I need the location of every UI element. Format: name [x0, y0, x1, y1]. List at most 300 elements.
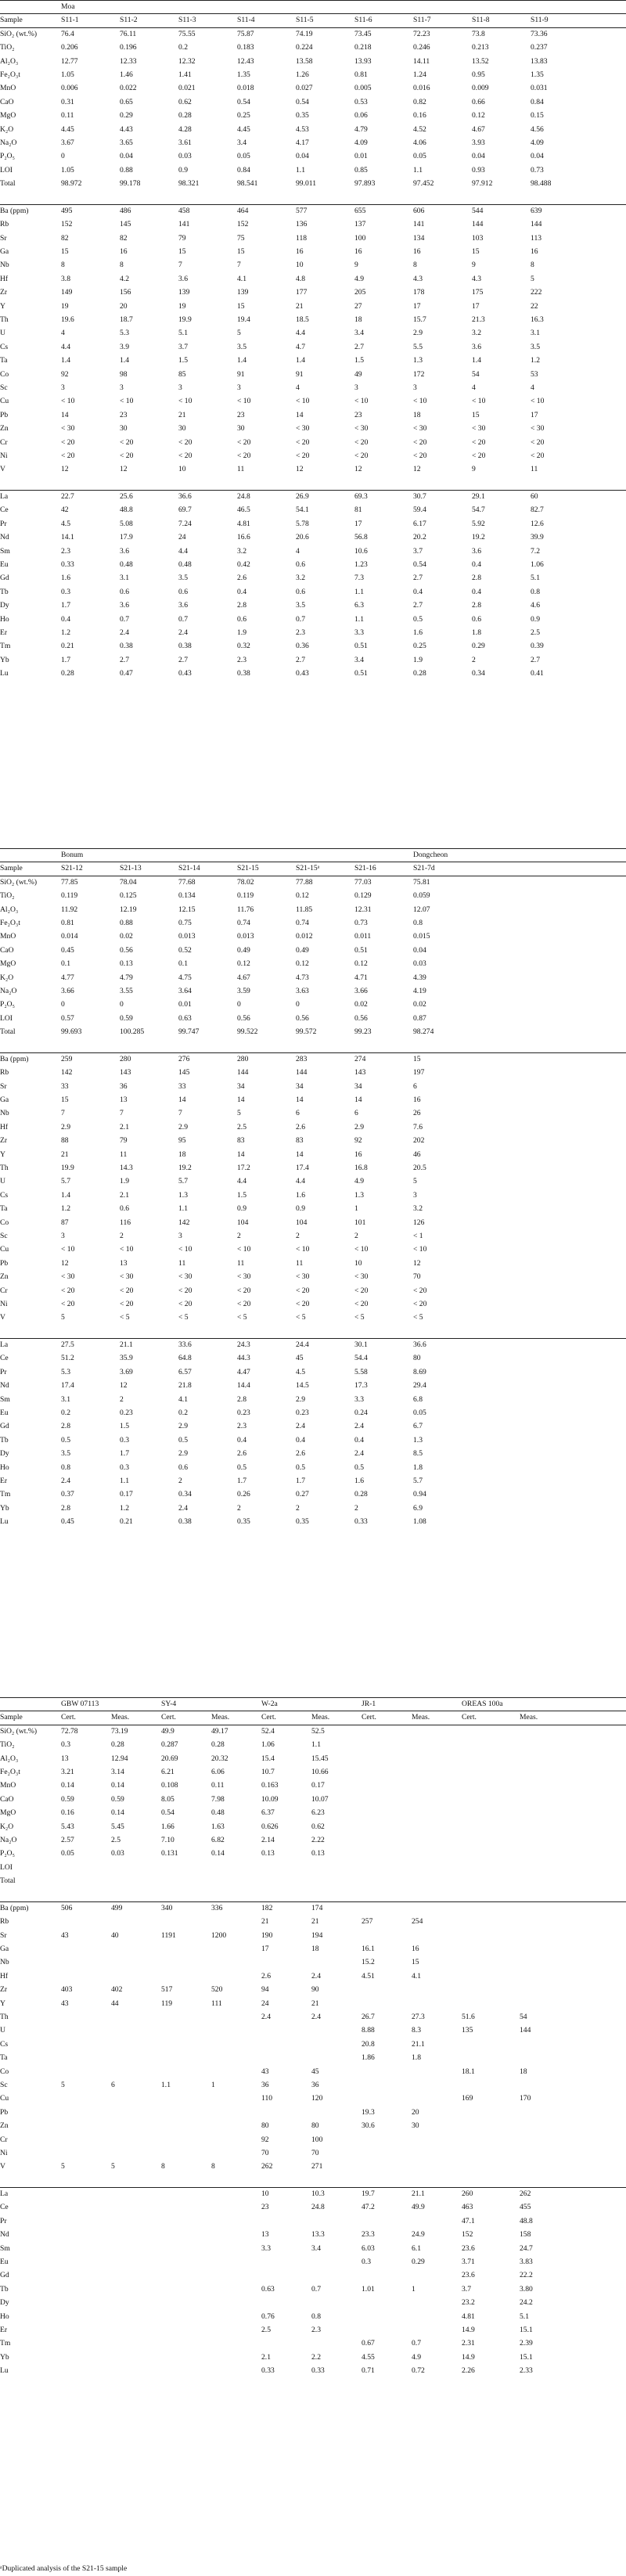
table-cell: 36 — [120, 1081, 128, 1091]
table-rule — [0, 27, 626, 28]
table-cell: 0.13 — [261, 1849, 275, 1858]
table-cell: 2.22 — [311, 1835, 325, 1844]
table-cell: < 10 — [178, 397, 192, 406]
table-cell: S21-15ᵃ — [296, 864, 320, 873]
row-label: Ba (ppm) — [0, 206, 29, 215]
table-cell: 7.3 — [354, 574, 364, 583]
table-cell: 0.75 — [178, 918, 192, 927]
table-cell: 73.19 — [111, 1726, 128, 1736]
table-cell: 5 — [61, 2080, 65, 2089]
table-cell: 4.77 — [61, 973, 74, 982]
table-cell: 4.56 — [531, 124, 544, 134]
table-cell: 95 — [178, 1136, 186, 1146]
row-label: LOI — [0, 165, 13, 174]
table-cell: 0.45 — [61, 945, 74, 955]
table-cell: 402 — [111, 1985, 123, 1995]
table-cell: < 20 — [531, 437, 545, 447]
table-cell: 1.41 — [178, 70, 192, 79]
table-cell: 4.8 — [296, 274, 305, 283]
table-row — [0, 490, 626, 503]
table-cell: 15.7 — [413, 315, 426, 324]
table-cell: 336 — [211, 1903, 223, 1912]
table-cell: 0.119 — [237, 891, 254, 901]
table-rule — [0, 1052, 626, 1053]
table-cell: 3.4 — [354, 655, 364, 664]
table-cell: 0.04 — [413, 945, 426, 955]
table-row — [0, 2351, 626, 2364]
table-cell: 0.35 — [296, 1517, 309, 1527]
table-cell: < 20 — [296, 451, 310, 460]
table-cell: 15.4 — [261, 1754, 275, 1763]
table-cell: 22.2 — [520, 2271, 533, 2280]
table-row — [0, 123, 626, 136]
table-cell: 8 — [211, 2162, 215, 2171]
table-cell: 0.6 — [237, 614, 246, 624]
row-label: Zr — [0, 1136, 8, 1146]
table-cell: 2.2 — [311, 2352, 321, 2362]
table-cell: 36.6 — [178, 492, 192, 502]
row-label: Rb — [0, 1917, 9, 1927]
table-row — [0, 1106, 626, 1120]
table-cell: 1.7 — [61, 601, 70, 610]
table-cell: 19.7 — [362, 2189, 375, 2199]
table-cell: 1.4 — [61, 356, 70, 365]
row-label: Ta — [0, 1204, 8, 1214]
table-cell: 3.5 — [237, 342, 246, 351]
table-cell: 75 — [237, 233, 245, 243]
table-cell: 0.9 — [296, 1204, 305, 1214]
table-cell: 10.6 — [354, 546, 368, 556]
table-cell: 3.6 — [472, 546, 481, 556]
table-cell: < 10 — [296, 397, 310, 406]
table-row — [0, 1752, 626, 1765]
table-cell: 257 — [362, 1917, 373, 1927]
table-cell: 2.7 — [178, 655, 188, 664]
table-cell: 79 — [178, 233, 186, 243]
table-cell: 0.5 — [413, 614, 423, 624]
table-cell: 0.014 — [61, 932, 78, 941]
table-cell: 0.23 — [120, 1409, 133, 1418]
table-cell: 0.81 — [354, 70, 368, 79]
row-label: Hf — [0, 1971, 9, 1981]
table-cell: 16 — [531, 247, 538, 257]
table-row — [0, 639, 626, 653]
table-rule — [0, 490, 626, 491]
table-cell: 1 — [354, 1204, 358, 1214]
table-cell: 1.05 — [61, 165, 74, 174]
table-cell: 0.84 — [237, 165, 250, 174]
table-cell: 202 — [413, 1136, 425, 1146]
table-cell: 21.3 — [472, 315, 485, 324]
row-label: Sample — [0, 1713, 23, 1722]
table-cell: 4.45 — [237, 124, 250, 134]
table-cell: 0 — [237, 1000, 241, 1009]
row-label: P₂O₅ — [0, 152, 15, 161]
table-cell: 0.47 — [120, 669, 133, 678]
table-cell: < 5 — [237, 1313, 247, 1322]
table-cell: < 30 — [237, 1272, 251, 1282]
table-cell: 3.1 — [120, 574, 129, 583]
row-label: SiO₂ (wt.%) — [0, 29, 38, 38]
table-cell: 0.33 — [354, 1517, 368, 1527]
table-cell: 23 — [120, 410, 128, 419]
table-cell: 0.67 — [362, 2339, 375, 2348]
table-cell: 0.6 — [120, 1204, 129, 1214]
table-cell: Bonum — [61, 851, 84, 859]
table-cell: 145 — [120, 220, 131, 229]
table-cell: 8 — [531, 261, 534, 270]
table-cell: 54 — [472, 369, 480, 379]
table-cell: 0.131 — [161, 1849, 178, 1858]
table-cell: 0.66 — [472, 97, 485, 106]
table-cell: 2.1 — [120, 1190, 129, 1200]
table-cell: S21-15 — [237, 864, 259, 873]
table-cell: 18 — [354, 315, 362, 324]
row-label: Al₂O₃ — [0, 1754, 19, 1763]
table-cell: 15 — [237, 301, 245, 311]
table-cell: 0.32 — [237, 642, 250, 651]
table-cell: 2.31 — [462, 2339, 475, 2348]
table-cell: 14 — [296, 1096, 304, 1105]
table-cell: 9 — [472, 261, 476, 270]
table-cell: 172 — [413, 369, 425, 379]
table-cell: 6.1 — [412, 2243, 421, 2253]
table-row — [0, 1434, 626, 1447]
table-cell: < 20 — [61, 437, 75, 447]
table-cell: 0.56 — [237, 1013, 250, 1023]
table-cell: 0.022 — [120, 84, 137, 93]
table-cell: 2.57 — [61, 1835, 74, 1844]
table-cell: 17.4 — [61, 1381, 74, 1391]
table-cell: 92 — [261, 2135, 269, 2144]
table-cell: 13.93 — [354, 56, 372, 66]
table-cell: 152 — [462, 2230, 473, 2240]
table-row — [0, 55, 626, 68]
table-cell: 0.8 — [531, 587, 540, 596]
table-cell: 73.36 — [531, 29, 548, 38]
table-cell: 6 — [111, 2080, 115, 2089]
table-cell: 0.14 — [211, 1849, 225, 1858]
table-cell: 0.12 — [237, 959, 250, 969]
table-cell: 4.39 — [413, 973, 426, 982]
table-cell: < 20 — [354, 437, 369, 447]
table-cell: 0.14 — [111, 1781, 124, 1790]
table-row — [0, 1861, 626, 1874]
table-cell: 99.572 — [296, 1027, 317, 1037]
table-cell: 4.1 — [237, 274, 246, 283]
row-label: Cu — [0, 1245, 9, 1254]
table-cell: 99.23 — [354, 1027, 372, 1037]
table-cell: 5.7 — [61, 1177, 70, 1186]
table-cell: 8 — [120, 261, 124, 270]
table-cell: 3 — [237, 383, 241, 392]
table-cell: 5.08 — [120, 519, 133, 528]
table-cell: 0.009 — [472, 84, 489, 93]
table-cell: 0.3 — [120, 1435, 129, 1445]
row-label: MnO — [0, 84, 16, 93]
table-cell: < 20 — [120, 1299, 134, 1308]
table-cell: 3.83 — [520, 2258, 533, 2267]
table-row — [0, 2268, 626, 2282]
table-cell: 0.74 — [296, 918, 309, 927]
table-cell: 0.2 — [178, 1409, 188, 1418]
table-row — [0, 862, 626, 875]
table-cell: 77.85 — [61, 877, 78, 887]
table-cell: 1.3 — [413, 1435, 423, 1445]
table-cell: 4.09 — [531, 138, 544, 147]
table-row — [0, 848, 626, 862]
table-cell: Moa — [61, 2, 75, 11]
table-cell: 0.33 — [61, 560, 74, 570]
table-cell: 5 — [237, 1109, 241, 1118]
table-cell: 111 — [211, 1999, 222, 2008]
table-cell: 2 — [354, 1231, 358, 1240]
table-cell: 0.13 — [120, 959, 133, 969]
table-cell: 78.02 — [237, 877, 254, 887]
row-label: Nb — [0, 261, 9, 270]
table-cell: 0.35 — [296, 111, 309, 121]
table-cell: 0.21 — [61, 642, 74, 651]
table-cell: 77.03 — [354, 877, 372, 887]
table-row — [0, 2228, 626, 2241]
row-label: Sample — [0, 16, 23, 25]
table-cell: 14.9 — [462, 2325, 475, 2334]
table-cell: 0.59 — [111, 1794, 124, 1804]
table-row — [0, 1052, 626, 1066]
table-cell: Cert. — [161, 1713, 176, 1722]
table-cell: 7 — [178, 1109, 182, 1118]
row-label: CaO — [0, 1794, 14, 1804]
table-row — [0, 1847, 626, 1860]
table-cell: 142 — [61, 1068, 73, 1078]
table-cell: 0.4 — [354, 1435, 364, 1445]
table-cell: 14.9 — [462, 2352, 475, 2362]
table-cell: 2.9 — [354, 1122, 364, 1131]
table-cell: 0.38 — [178, 1517, 192, 1527]
table-cell: 16 — [296, 247, 304, 257]
table-cell: 52.4 — [261, 1726, 275, 1736]
table-cell: 0.9 — [237, 1204, 246, 1214]
row-label: Ho — [0, 1462, 9, 1472]
table-cell: 0.6 — [120, 587, 129, 596]
row-label: Nb — [0, 1958, 9, 1967]
table-row — [0, 1901, 626, 1915]
table-cell: 113 — [531, 233, 542, 243]
table-rule — [0, 2187, 626, 2188]
table-cell: < 5 — [413, 1313, 423, 1322]
table-cell: 0.04 — [120, 152, 133, 161]
table-cell: 3.2 — [296, 574, 305, 583]
table-cell: 464 — [237, 206, 249, 215]
table-cell: 143 — [354, 1068, 366, 1078]
table-cell: 45 — [296, 1354, 304, 1363]
table-cell: 43 — [261, 2067, 269, 2076]
table-cell: S21-7d — [413, 864, 435, 873]
row-label: Fe₂O₃t — [0, 1767, 20, 1776]
table-cell: 12.19 — [120, 905, 137, 914]
table-cell: 3 — [178, 383, 182, 392]
row-label: Tm — [0, 1490, 11, 1499]
table-cell: 340 — [161, 1903, 173, 1912]
table-cell: 1 — [412, 2284, 416, 2294]
table-row — [0, 2337, 626, 2350]
table-cell: 0.04 — [296, 152, 309, 161]
table-cell: < 30 — [354, 424, 369, 434]
table-section-moa — [0, 0, 626, 681]
row-label: SiO₂ (wt.%) — [0, 1726, 38, 1736]
table-cell: 13 — [61, 1754, 69, 1763]
table-cell: 4.43 — [120, 124, 133, 134]
table-cell: 3.4 — [354, 329, 364, 338]
table-cell: 2.4 — [354, 1422, 364, 1431]
table-cell: 4.19 — [413, 986, 426, 995]
table-cell: 0.6 — [178, 587, 188, 596]
table-cell: S11-7 — [413, 16, 431, 25]
table-cell: 0.013 — [237, 932, 254, 941]
table-cell: 6.37 — [261, 1808, 275, 1818]
table-cell: 3.3 — [354, 628, 364, 637]
table-cell: 0.85 — [354, 165, 368, 174]
table-cell: 0.5 — [61, 1435, 70, 1445]
table-cell: 0.02 — [120, 932, 133, 941]
table-cell: 14.4 — [237, 1381, 250, 1391]
table-cell: 3.3 — [354, 1394, 364, 1404]
table-cell: 1.5 — [354, 356, 364, 365]
table-cell: 152 — [61, 220, 73, 229]
table-cell: 3.7 — [462, 2284, 471, 2294]
table-cell: 7 — [61, 1109, 65, 1118]
table-cell: 4.47 — [237, 1367, 250, 1376]
table-row — [0, 1325, 626, 1338]
row-label: P₂O₅ — [0, 1000, 15, 1009]
table-rule — [0, 848, 626, 849]
table-cell: 178 — [413, 288, 425, 297]
table-row — [0, 503, 626, 516]
row-label: Lu — [0, 2366, 9, 2376]
table-cell: 1.4 — [296, 356, 305, 365]
table-cell: 0.27 — [296, 1490, 309, 1499]
row-label: LOI — [0, 1013, 13, 1023]
table-cell: 24.8 — [311, 2203, 325, 2212]
table-cell: 2.3 — [296, 628, 305, 637]
table-cell: S21-12 — [61, 864, 83, 873]
table-cell: 4.4 — [296, 329, 305, 338]
table-cell: 0.17 — [120, 1490, 133, 1499]
table-cell: 0.06 — [354, 111, 368, 121]
table-cell: 5 — [413, 1177, 417, 1186]
table-cell: 0.12 — [472, 111, 485, 121]
table-cell: 2.6 — [237, 1449, 246, 1459]
table-row — [0, 218, 626, 231]
table-cell: 0.108 — [161, 1781, 178, 1790]
table-cell: GBW 07113 — [61, 1700, 99, 1708]
table-rule — [0, 1901, 626, 1902]
table-row — [0, 599, 626, 612]
table-cell: 177 — [296, 288, 308, 297]
table-cell: 0.29 — [412, 2258, 425, 2267]
table-cell: 0.14 — [111, 1808, 124, 1818]
row-label: Cr — [0, 1286, 8, 1295]
table-cell: 48.8 — [520, 2216, 533, 2225]
table-row — [0, 2092, 626, 2105]
table-cell: 15 — [413, 1054, 421, 1063]
table-row — [0, 1134, 626, 1147]
table-cell: 36.6 — [413, 1340, 426, 1350]
table-cell: 0.287 — [161, 1740, 178, 1750]
row-label: Fe₂O₃t — [0, 918, 20, 927]
table-cell: 10.7 — [261, 1767, 275, 1776]
table-cell: 119 — [161, 1999, 173, 2008]
row-label: P₂O₅ — [0, 1849, 15, 1858]
table-cell: 1.7 — [237, 1476, 246, 1485]
table-cell: < 30 — [296, 1272, 310, 1282]
table-cell: 2.4 — [311, 2012, 321, 2021]
table-cell: 26 — [413, 1109, 421, 1118]
table-cell: 18 — [311, 1945, 319, 1954]
table-cell: 2.4 — [354, 1449, 364, 1459]
table-cell: 144 — [472, 220, 484, 229]
table-cell: 23.2 — [462, 2298, 475, 2308]
table-cell: 1 — [211, 2080, 215, 2089]
table-cell: 13.52 — [472, 56, 489, 66]
table-cell: 0.12 — [354, 959, 368, 969]
table-cell: 1.86 — [362, 2053, 375, 2063]
table-cell: 0.28 — [111, 1740, 124, 1750]
table-cell: 12.07 — [413, 905, 430, 914]
table-cell: 0.05 — [413, 152, 426, 161]
table-cell: 72.23 — [413, 29, 430, 38]
table-cell: 2.3 — [237, 655, 246, 664]
table-cell: 2 — [237, 1231, 241, 1240]
table-row — [0, 667, 626, 680]
table-cell: 21 — [178, 410, 186, 419]
row-label: Zr — [0, 288, 8, 297]
table-cell: 34 — [354, 1081, 362, 1091]
table-rule — [0, 204, 626, 205]
row-label: LOI — [0, 1862, 13, 1872]
table-row — [0, 177, 626, 190]
table-cell: 11 — [531, 465, 538, 474]
table-cell: 8.88 — [362, 2026, 375, 2035]
row-label: U — [0, 1177, 5, 1186]
table-cell: 17.2 — [237, 1163, 250, 1172]
table-cell: 2.7 — [413, 574, 423, 583]
table-row — [0, 68, 626, 81]
table-row — [0, 232, 626, 245]
table-cell: 2 — [472, 655, 476, 664]
row-label: TiO₂ — [0, 43, 15, 52]
table-cell: 19.2 — [472, 533, 485, 542]
table-cell: 59.4 — [413, 505, 426, 515]
table-cell: < 30 — [472, 424, 486, 434]
table-cell: 0.21 — [120, 1517, 133, 1527]
table-row — [0, 1406, 626, 1419]
table-cell: 0.03 — [178, 152, 192, 161]
row-label: Pr — [0, 2216, 7, 2225]
row-label: Co — [0, 369, 9, 379]
table-cell: 455 — [520, 2203, 531, 2212]
table-cell: 17 — [413, 301, 421, 311]
table-cell: 17 — [472, 301, 480, 311]
table-cell: 23.3 — [362, 2230, 375, 2240]
table-cell: 0.01 — [354, 152, 368, 161]
table-cell: 1.23 — [354, 560, 368, 570]
table-cell: 10.3 — [311, 2189, 325, 2199]
table-cell: 15 — [61, 247, 69, 257]
table-cell: 2.9 — [413, 329, 423, 338]
table-cell: < 10 — [354, 1245, 369, 1254]
table-cell: 4.79 — [354, 124, 368, 134]
